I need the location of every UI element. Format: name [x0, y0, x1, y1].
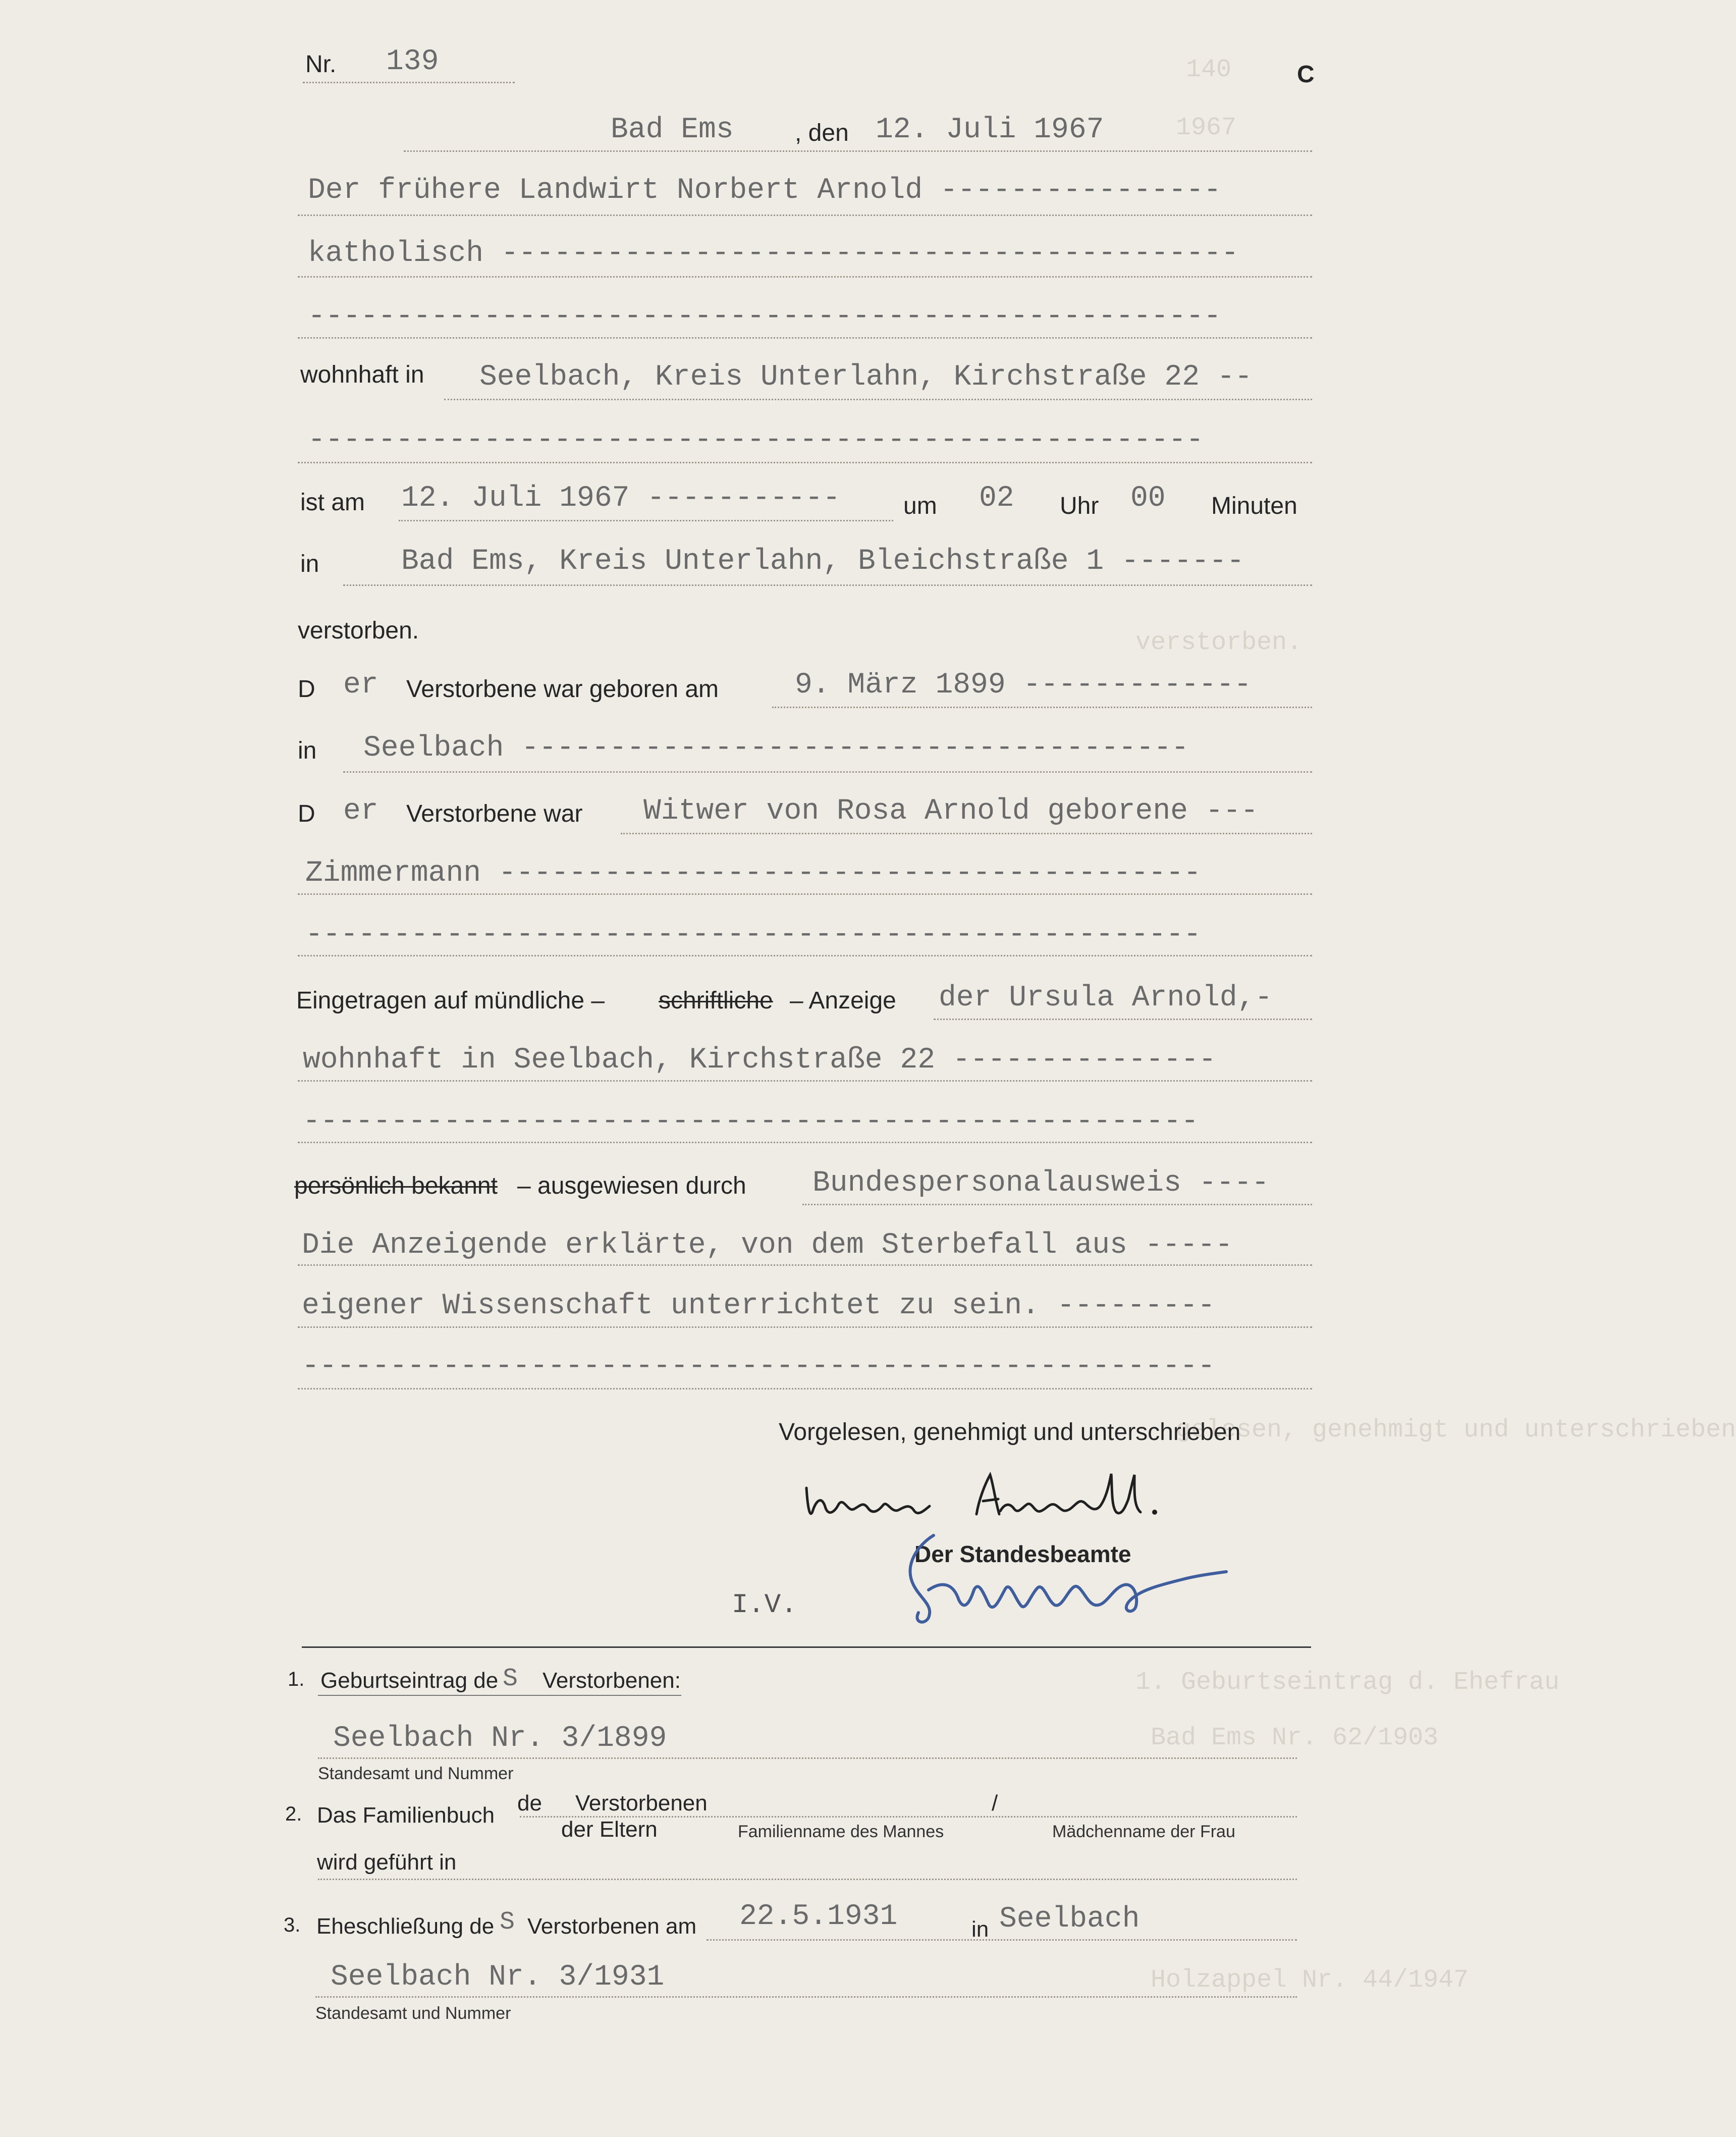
place-value: Bad Ems [611, 114, 734, 146]
bekannt-struck: persönlich bekannt [294, 1172, 498, 1199]
anzeige-label: – Anzeige [790, 987, 896, 1014]
rule [298, 1326, 1312, 1328]
item1-value: Seelbach Nr. 3/1899 [333, 1722, 667, 1755]
widow-text: Witwer von Rosa Arnold geborene --- [643, 795, 1259, 828]
rule [298, 1142, 1312, 1143]
wohnhaft-label: wohnhaft in [300, 361, 424, 388]
item1-label: Geburtseintrag de [320, 1668, 499, 1693]
rule [621, 833, 1312, 834]
rule [444, 399, 1312, 400]
rule [318, 1879, 1297, 1880]
iv-label: I.V. [732, 1590, 797, 1621]
geboren-typed-er: er [343, 669, 378, 702]
item3-place: Seelbach [999, 1903, 1140, 1936]
uhr-label: Uhr [1060, 493, 1099, 519]
rule [343, 771, 1312, 773]
in2-label: in [298, 737, 317, 764]
war-typed-er: er [343, 795, 378, 828]
birth-date: 9. März 1899 ------------- [795, 669, 1252, 702]
standesamt-caption-3: Standesamt und Nummer [315, 2004, 511, 2023]
zimmermann-line: Zimmermann ---------------------------------------- [305, 857, 1202, 890]
geboren-prefix: D [298, 676, 315, 703]
show-through-text: 1967 [1176, 114, 1237, 142]
item3-label-2: Verstorbenen am [527, 1914, 697, 1939]
minuten-label: Minuten [1211, 493, 1297, 519]
erklaerung-line-1: Die Anzeigende erklärte, von dem Sterbefall aus ----- [302, 1229, 1233, 1262]
rule [315, 1996, 1297, 1998]
birth-place: Seelbach -------------------------------------- [363, 732, 1189, 765]
erklaerung-line-2: eigener Wissenschaft unterrichtet zu sein. --------- [302, 1290, 1215, 1322]
show-through-text: 140 [1186, 56, 1232, 84]
rule [298, 955, 1312, 956]
item2-frau-caption: Mädchenname der Frau [1052, 1822, 1235, 1841]
show-through-text: gelesen, genehmigt und unterschrieben [1176, 1416, 1736, 1445]
body-dash-line: ---------------------------------------------------- [302, 1350, 1215, 1383]
item2-number: 2. [285, 1803, 302, 1825]
registrar-label: Der Standesbeamte [914, 1541, 1131, 1567]
body-dash-line: --------------------------------------------------- [305, 919, 1202, 951]
item3-typed-s: S [500, 1908, 515, 1937]
rule [298, 215, 1312, 216]
death-place: Bad Ems, Kreis Unterlahn, Bleichstraße 1 ------- [401, 545, 1244, 578]
death-hour: 02 [979, 482, 1014, 515]
body-line-3: ---------------------------------------------------- [308, 300, 1221, 333]
ist-am-label: ist am [300, 489, 365, 516]
rule [399, 520, 893, 521]
standesamt-caption-1: Standesamt und Nummer [318, 1764, 514, 1783]
rule [298, 337, 1312, 339]
rule [934, 1019, 1312, 1020]
item1-label-2: Verstorbenen: [542, 1668, 681, 1693]
nr-label: Nr. [305, 51, 337, 78]
show-through-text: 1. Geburtseintrag d. Ehefrau [1135, 1668, 1560, 1697]
schriftliche-struck: schriftliche [659, 987, 773, 1014]
date-value: 12. Juli 1967 [876, 114, 1104, 146]
item3-value: Seelbach Nr. 3/1931 [331, 1961, 665, 1994]
header-date-line [404, 150, 1312, 152]
item2-de: de [517, 1791, 542, 1815]
item2-eltern: der Eltern [561, 1817, 658, 1842]
rule [707, 1939, 1297, 1941]
rule [772, 707, 1312, 708]
death-minutes: 00 [1130, 482, 1166, 515]
nr-underline [303, 82, 515, 83]
ausweis-value: Bundespersonalausweis ---- [812, 1167, 1269, 1200]
item2-label: Das Familienbuch [317, 1803, 495, 1828]
nr-value: 139 [386, 45, 439, 78]
um-label: um [903, 493, 937, 519]
rule [298, 276, 1312, 278]
body-line-1: Der frühere Landwirt Norbert Arnold ---------------- [308, 174, 1221, 207]
item2-mann-caption: Familienname des Mannes [738, 1822, 944, 1841]
rule [318, 1695, 681, 1696]
body-line-5: --------------------------------------------------- [308, 424, 1204, 457]
item1-number: 1. [288, 1668, 305, 1690]
item2-verstorbenen: Verstorbenen [575, 1791, 708, 1815]
show-through-text: Holzappel Nr. 44/1947 [1151, 1966, 1469, 1995]
rule [298, 1388, 1312, 1390]
item3-date: 22.5.1931 [739, 1900, 898, 1933]
war-prefix: D [298, 800, 315, 827]
show-through-text: Bad Ems Nr. 62/1903 [1151, 1724, 1439, 1752]
item3-label: Eheschließung de [316, 1914, 495, 1939]
item2-gefuehrt: wird geführt in [317, 1850, 457, 1875]
rule [298, 1080, 1312, 1082]
item1-typed-s: S [503, 1665, 518, 1693]
rule [802, 1204, 1312, 1205]
rule [318, 1757, 1297, 1759]
item3-in: in [971, 1917, 989, 1942]
date-label: , den [795, 120, 849, 146]
show-through-text: verstorben. [1135, 628, 1303, 657]
verstorben-label: verstorben. [298, 617, 419, 644]
rule [298, 1264, 1312, 1266]
body-line-2: katholisch ------------------------------------------ [308, 237, 1239, 270]
geboren-label: Verstorbene war geboren am [406, 676, 719, 703]
corner-mark: C [1297, 61, 1315, 88]
eingetragen-label: Eingetragen auf mündliche – [296, 987, 605, 1014]
in-label: in [300, 551, 319, 577]
rule [298, 893, 1312, 895]
rule [298, 462, 1312, 463]
item2-slash: / [992, 1791, 998, 1815]
anzeige-line-2: wohnhaft in Seelbach, Kirchstraße 22 --------------- [303, 1044, 1216, 1077]
registrar-signature [898, 1529, 1241, 1630]
body-dash-line: --------------------------------------------------- [303, 1105, 1199, 1138]
anzeige-value: der Ursula Arnold,- [939, 982, 1273, 1014]
death-date: 12. Juli 1967 ----------- [401, 482, 841, 515]
war-label: Verstorbene war [406, 800, 583, 827]
ausgewiesen-label: – ausgewiesen durch [517, 1172, 746, 1199]
wohnhaft-value: Seelbach, Kreis Unterlahn, Kirchstraße 22 -- [479, 361, 1253, 394]
item3-number: 3. [284, 1914, 301, 1936]
rule [343, 584, 1312, 586]
vorgelesen-label: Vorgelesen, genehmigt und unterschrieben [779, 1419, 1241, 1446]
signature-separator [302, 1646, 1311, 1648]
informant-signature [797, 1464, 1171, 1539]
